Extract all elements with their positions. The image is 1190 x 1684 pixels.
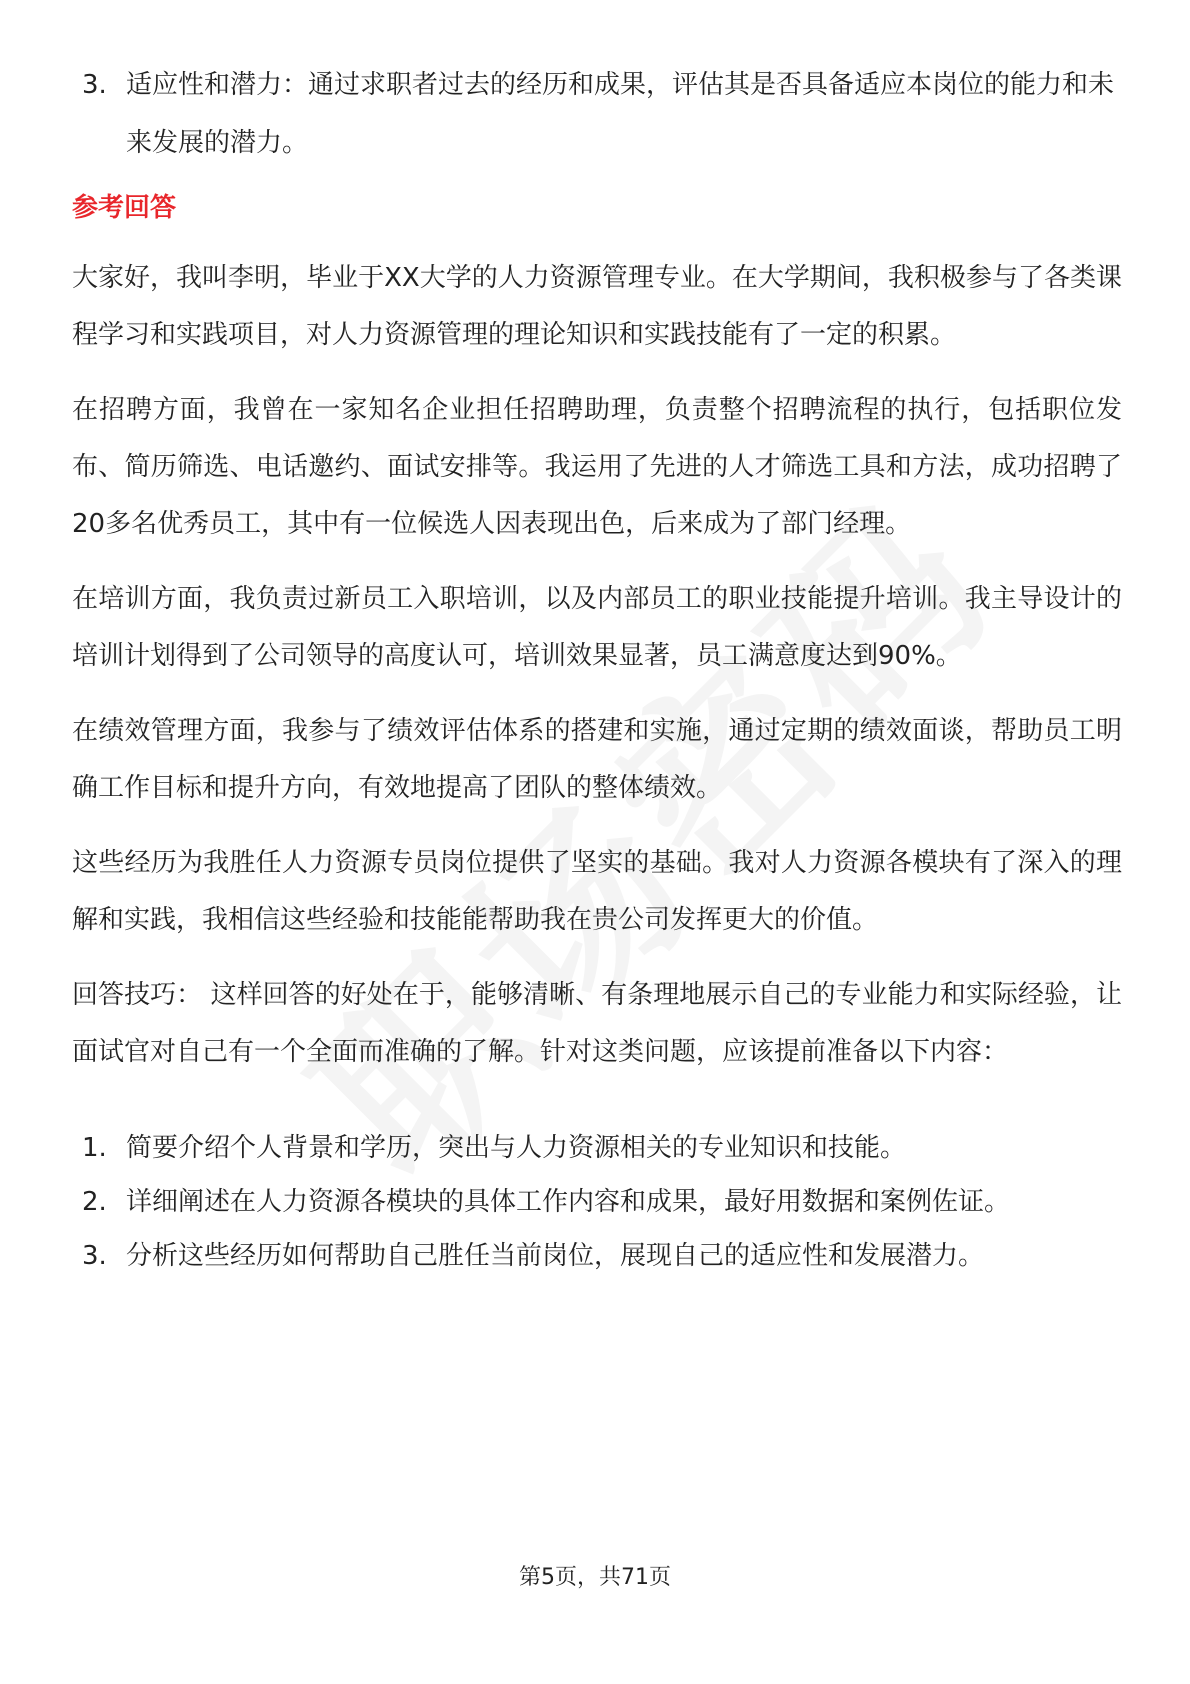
paragraph-recruiting: 在招聘方面，我曾在一家知名企业担任招聘助理，负责整个招聘流程的执行，包括职位发布、简历筛选、电话邀约、面试安排等。我运用了先进的人才筛选工具和方法，成功招聘了20多名优秀员工，其中有一位候选人因表现出色，后来成为了部门经理。	[72, 395, 1122, 539]
list-item	[72, 1121, 1122, 1175]
paragraph-summary: 这些经历为我胜任人力资源专员岗位提供了坚实的基础。我对人力资源各模块有了深入的理解和实践，我相信这些经验和技能能帮助我在贵公司发挥更大的价值。	[72, 848, 1122, 935]
list-number: 1.	[82, 1133, 107, 1163]
page-number-footer: 第5页，共71页	[519, 1565, 671, 1590]
list-item	[72, 1175, 1122, 1229]
list-text: 详细阐述在人力资源各模块的具体工作内容和成果，最好用数据和案例佐证。	[126, 1187, 1011, 1217]
list-text: 简要介绍个人背景和学历，突出与人力资源相关的专业知识和技能。	[126, 1133, 907, 1163]
page-content	[72, 56, 1122, 1283]
paragraph-tips: 回答技巧： 这样回答的好处在于，能够清晰、有条理地展示自己的专业能力和实际经验，让面试官对自己有一个全面而准确的了解。针对这类问题，应该提前准备以下内容：	[72, 980, 1122, 1067]
list-number: 3.	[82, 1241, 107, 1271]
list-number: 3.	[82, 70, 107, 100]
list-item	[72, 1229, 1122, 1283]
list-item	[72, 56, 1122, 172]
section-title: 参考回答	[72, 193, 177, 223]
list-text: 分析这些经历如何帮助自己胜任当前岗位，展现自己的适应性和发展潜力。	[126, 1241, 985, 1271]
paragraph-training: 在培训方面，我负责过新员工入职培训，以及内部员工的职业技能提升培训。我主导设计的培训计划得到了公司领导的高度认可，培训效果显著，员工满意度达到90%。	[72, 584, 1122, 671]
paragraph-performance: 在绩效管理方面，我参与了绩效评估体系的搭建和实施，通过定期的绩效面谈，帮助员工明确工作目标和提升方向，有效地提高了团队的整体绩效。	[72, 716, 1122, 803]
paragraph-intro: 大家好，我叫李明，毕业于XX大学的人力资源管理专业。在大学期间，我积极参与了各类课程学习和实践项目，对人力资源管理的理论知识和实践技能有了一定的积累。	[72, 263, 1122, 350]
top-list	[72, 56, 1122, 172]
list-number: 2.	[82, 1187, 107, 1217]
list-text: 适应性和潜力：通过求职者过去的经历和成果，评估其是否具备适应本岗位的能力和未来发展的潜力。	[126, 70, 1115, 158]
tips-list	[72, 1121, 1122, 1283]
